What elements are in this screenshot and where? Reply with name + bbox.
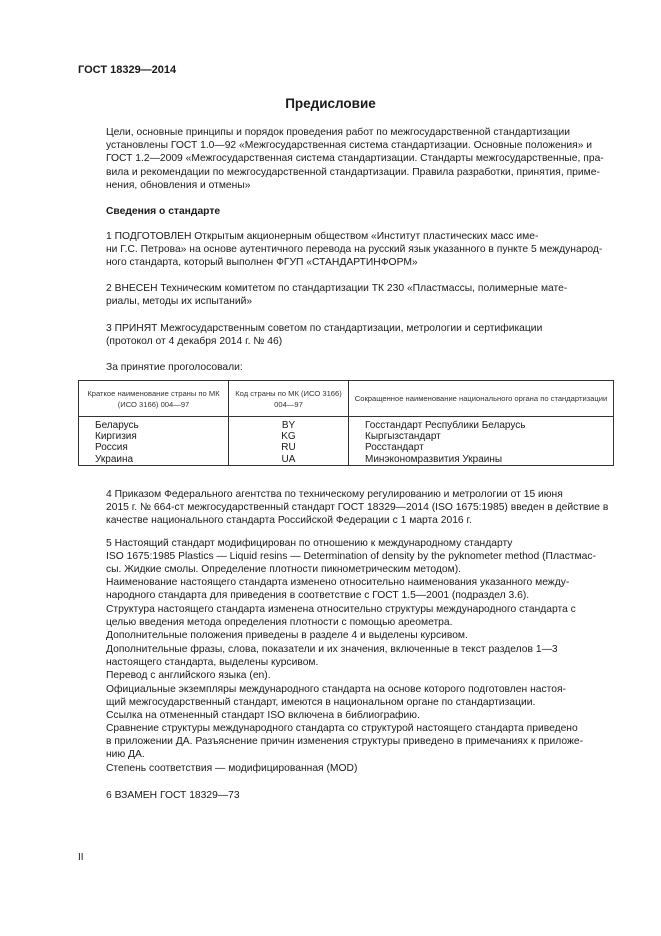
item-1-line: ни Г.С. Петрова» на основе аутентичного перевода на русский язык указанного в пункте 5 международ- — [106, 244, 603, 256]
body-cell: Госстандарт Республики Беларусь — [349, 417, 614, 432]
code-cell: UA — [229, 454, 349, 466]
phrases-paragraph — [78, 643, 614, 669]
item-3-line: (протокол от 4 декабря 2014 г. № 46) — [106, 336, 283, 348]
naming-line: народного стандарта для приведения в соответствие с ГОСТ 1.5—2001 (подраздел 3.6). — [106, 590, 530, 602]
official-line: Официальные экземпляры международного стандарта на основе которого подготовлен настоя- — [106, 684, 566, 695]
item-3-line: 3 ПРИНЯТ Межгосударственным советом по стандартизации, метрологии и сертификации — [106, 323, 543, 334]
section-heading: Сведения о стандарте — [106, 206, 221, 217]
naming-line: Наименование настоящего стандарта изменено относительно наименования указанного между- — [106, 577, 570, 588]
structure-line: Структура настоящего стандарта изменена относительно структуры международного стандарта с — [106, 604, 576, 615]
page-title: Предисловие — [285, 96, 376, 111]
translation-paragraph: Перевод с английского языка (en). — [106, 670, 271, 681]
item-1-paragraph — [78, 230, 614, 270]
body-cell: Минэкономразвития Украины — [349, 454, 614, 466]
phrases-line: настоящего стандарта, выделены курсивом. — [106, 657, 319, 669]
item-4-line: 4 Приказом Федерального агентства по техническому регулированию и метрологии от 15 июня — [106, 489, 563, 500]
body-cell: Росстандарт — [349, 442, 614, 453]
naming-paragraph — [78, 576, 614, 602]
item-3-paragraph — [78, 322, 614, 348]
vote-label: За принятие проголосовали: — [106, 362, 243, 373]
code-cell: KG — [229, 431, 349, 442]
intro-line: нения, обновления и отмены» — [106, 179, 251, 191]
official-line: щий межгосударственный стандарт, имеются в национальном органе по стандартизации. — [106, 697, 536, 709]
code-cell: RU — [229, 442, 349, 453]
table-row — [79, 442, 614, 453]
item-6-paragraph: 6 ВЗАМЕН ГОСТ 18329—73 — [106, 790, 240, 801]
body-cell: Кыргызстандарт — [349, 431, 614, 442]
reference-paragraph: Ссылка на отмененный стандарт ISO включена в библиографию. — [106, 710, 420, 721]
table-header-code: Код страны по МК (ИСО 3166) 004—97 — [229, 381, 349, 417]
comparison-line: Сравнение структуры международного стандарта со структурой настоящего стандарта приведено — [106, 723, 578, 734]
states-table — [78, 380, 614, 466]
item-5-line: ISO 1675:1985 Plastics — Liquid resins — Determination of density by the pyknometer method (Пластмас- — [106, 551, 596, 563]
item-1-line: ного стандарта, который выполнен ФГУП «СТАНДАРТИНФОРМ» — [106, 257, 418, 269]
item-4-line: качестве национального стандарта Российской Федерации с 1 марта 2016 г. — [106, 515, 472, 527]
phrases-line: Дополнительные фразы, слова, показатели и их значения, включенные в текст разделов 1—3 — [106, 644, 558, 655]
item-4-line: 2015 г. № 664-ст межгосударственный стандарт ГОСТ 18329—2014 (ISO 1675:1985) введен в действие в — [106, 502, 609, 514]
comparison-line: в приложении ДА. Разъяснение причин изменения структуры приведено в примечаниях к приложе- — [106, 736, 584, 748]
country-cell: Украина — [79, 454, 229, 466]
degree-paragraph: Степень соответствия — модифицированная (MOD) — [106, 763, 358, 774]
intro-line: ГОСТ 1.2—2009 «Межгосударственная система стандартизации. Стандарты межгосударственные, пра- — [106, 153, 604, 165]
item-2-line: риалы, методы их испытаний» — [106, 296, 253, 308]
table-row — [79, 454, 614, 466]
intro-paragraph — [78, 126, 614, 192]
table-header-body: Сокращенное наименование национального органа по стандартизации — [349, 381, 614, 417]
item-2-paragraph — [78, 282, 614, 308]
intro-line: вила и рекомендации по межгосударственной стандартизации. Правила разработки, принятия, приме- — [106, 166, 600, 178]
item-5-line: 5 Настоящий стандарт модифицирован по отношению к международному стандарту — [106, 538, 513, 549]
structure-paragraph — [78, 603, 614, 629]
item-2-line: 2 ВНЕСЕН Техническим комитетом по стандартизации ТК 230 «Пластмассы, полимерные мате- — [106, 283, 568, 294]
intro-line: установлены ГОСТ 1.0—92 «Межгосударственная система стандартизации. Основные положения» и — [106, 140, 593, 152]
structure-line: целью введения метода определения плотности с помощью ареометра. — [106, 617, 453, 629]
additional-paragraph: Дополнительные положения приведены в разделе 4 и выделены курсивом. — [106, 630, 468, 641]
country-cell: Киргизия — [79, 431, 229, 442]
code-cell: BY — [229, 417, 349, 432]
table-row — [79, 417, 614, 432]
intro-line: Цели, основные принципы и порядок проведения работ по межгосударственной стандартизации — [106, 127, 571, 138]
item-5-line: сы. Жидкие смолы. Определение плотности пикнометрическим методом). — [106, 564, 462, 576]
comparison-line: нию ДА. — [106, 749, 145, 761]
official-paragraph — [78, 683, 614, 709]
country-cell: Россия — [79, 442, 229, 453]
table-row — [79, 431, 614, 442]
table-header-country: Краткое наименование страны по МК (ИСО 3166) 004—97 — [79, 381, 229, 417]
item-4-paragraph — [78, 488, 614, 528]
item-5-paragraph — [78, 537, 614, 577]
country-cell: Беларусь — [79, 417, 229, 432]
page-number: II — [78, 852, 84, 863]
item-1-line: 1 ПОДГОТОВЛЕН Открытым акционерным обществом «Институт пластических масс име- — [106, 231, 539, 242]
comparison-paragraph — [78, 722, 614, 762]
document-header: ГОСТ 18329—2014 — [78, 64, 177, 76]
